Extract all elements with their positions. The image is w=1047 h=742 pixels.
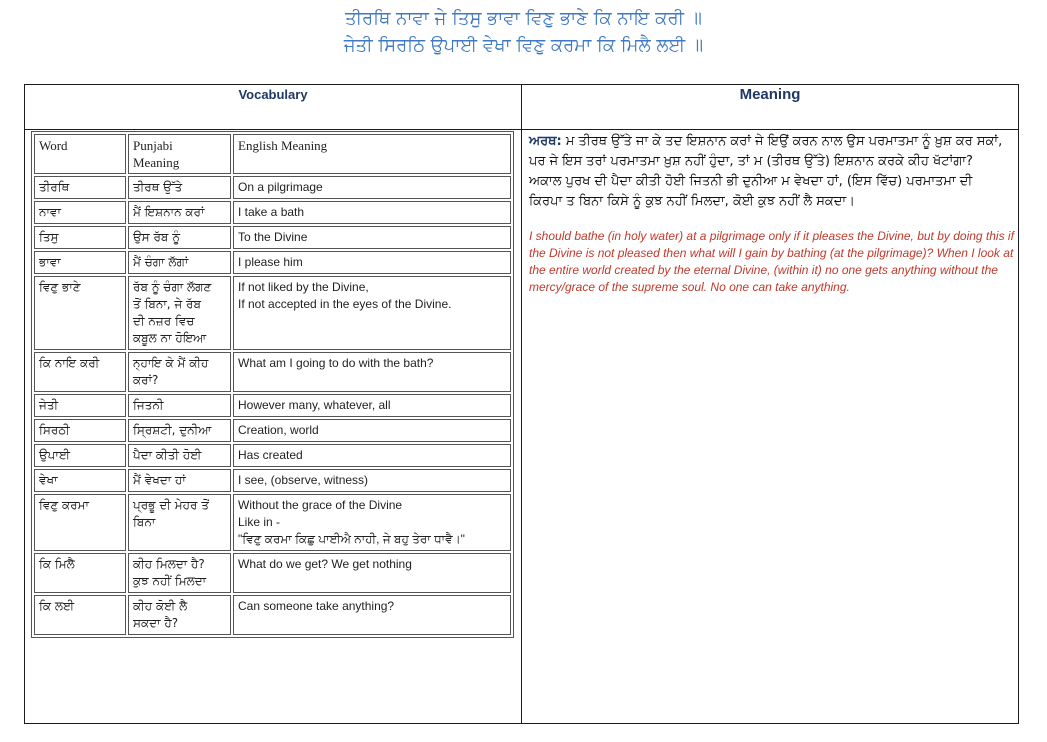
table-row	[34, 226, 511, 249]
cell-english: To the Divine	[233, 226, 511, 249]
cell-punjabi: ਪੈਦਾ ਕੀਤੀ ਹੋਈ	[128, 444, 231, 467]
cell-word: ਸਿਰਠੀ	[34, 419, 126, 442]
column-divider	[521, 85, 522, 723]
cell-punjabi: ਜਿਤਨੀ	[128, 394, 231, 417]
meaning-punjabi-text: ਮ ਤੀਰਥ ਉੱਤੇ ਜਾ ਕੇ ਤਦ ਇਸ਼ਨਾਨ ਕਰਾਂ ਜੇ ਇਉਂ ਕਰਨ ਨਾਲ ਉਸ ਪਰਮਾਤਮਾ ਨੂੰ ਖ਼ੁਸ਼ ਕਰ ਸਕਾਂ, ਪਰ ਜੇ ਇਸ ਤਰਾਂ ਪਰਮਾਤਮਾ ਖ਼ੁਸ਼ ਨਹੀਂ ਹੁੰਦਾ, ਤਾਂ ਮ (ਤੀਰਥ ਉੱਤੇ) ਇਸ਼ਨਾਨ ਕਰਕੇ ਕੀਹ ਖੱਟਾਂਗਾ? ਅਕਾਲ ਪੁਰਖ ਦੀ ਪੈਦਾ ਕੀਤੀ ਹੋਈ ਜਿਤਨੀ ਭੀ ਦੁਨੀਆ ਮ ਵੇਖਦਾ ਹਾਂ, (ਇਸ ਵਿੱਚ) ਪਰਮਾਤਮਾ ਦੀ ਕਿਰਪਾ ਤ ਬਿਨਾ ਕਿਸੇ ਨੂੰ ਕੁਝ ਨਹੀਂ ਮਿਲਦਾ, ਕੋਈ ਕੁਝ ਨਹੀਂ ਲੈ ਸਕਦਾ।	[529, 134, 1003, 209]
verse-line-1: ਤੀਰਥਿ ਨਾਵਾ ਜੇ ਤਿਸੁ ਭਾਵਾ ਵਿਣੁ ਭਾਣੇ ਕਿ ਨਾਇ ਕਰੀ ॥	[345, 8, 702, 29]
table-row	[34, 352, 511, 392]
vocabulary-heading: Vocabulary	[238, 87, 308, 102]
table-row	[34, 553, 511, 593]
cell-punjabi: ਮੈਂ ਇਸ਼ਨਾਨ ਕਰਾਂ	[128, 201, 231, 224]
table-row	[34, 419, 511, 442]
column-header-english: English Meaning	[233, 134, 511, 174]
column-header-punjabi: Punjabi Meaning	[128, 134, 231, 174]
table-row	[34, 276, 511, 350]
cell-word: ਵੇਖਾ	[34, 469, 126, 492]
meaning-english: I should bathe (in holy water) at a pilgrimage only if it pleases the Divine, but by doing this if the Divine is not pleased then what will I gain by bathing (at the pilgrimage)? When I look at the entire world created by the eternal Divine, (within it) no one gets anything without the mercy/grace of the supreme soul. No one can take anything.	[529, 229, 1014, 294]
cell-english: I please him	[233, 251, 511, 274]
cell-english: However many, whatever, all	[233, 394, 511, 417]
cell-english: Has created	[233, 444, 511, 467]
cell-english: I take a bath	[233, 201, 511, 224]
cell-punjabi: ਪ੍ਰਭੂ ਦੀ ਮੇਹਰ ਤੋਂ ਬਿਨਾ	[128, 494, 231, 551]
cell-punjabi: ਤੀਰਥ ਉੱਤੇ	[128, 176, 231, 199]
cell-english: What am I going to do with the bath?	[233, 352, 511, 392]
cell-word: ਕਿ ਲਈ	[34, 595, 126, 635]
cell-english: On a pilgrimage	[233, 176, 511, 199]
cell-word: ਜੇਤੀ	[34, 394, 126, 417]
cell-punjabi: ਕੀਹ ਕੋਈ ਲੈ ਸਕਦਾ ਹੈ?	[128, 595, 231, 635]
cell-english: Without the grace of the Divine Like in - "ਵਿਣੁ ਕਰਮਾ ਕਿਛੁ ਪਾਈਐ ਨਾਹੀ, ਜੇ ਬਹੁ ਤੇਰਾ ਧਾਵੈ।"	[233, 494, 511, 551]
cell-punjabi: ਨ੍ਹਾਇ ਕੇ ਮੈਂ ਕੀਹ ਕਰਾਂ?	[128, 352, 231, 392]
table-row	[34, 494, 511, 551]
header-divider	[25, 129, 1018, 130]
cell-punjabi: ਕੀਹ ਮਿਲਦਾ ਹੈ? ਕੁਝ ਨਹੀਂ ਮਿਲਦਾ	[128, 553, 231, 593]
cell-word: ਕਿ ਨਾਇ ਕਰੀ	[34, 352, 126, 392]
table-row	[34, 201, 511, 224]
cell-english: If not liked by the Divine, If not accepted in the eyes of the Divine.	[233, 276, 511, 350]
cell-word: ਤੀਰਥਿ	[34, 176, 126, 199]
vocabulary-table	[31, 131, 514, 638]
cell-punjabi: ਮੈਂ ਵੇਖਦਾ ਹਾਂ	[128, 469, 231, 492]
meaning-punjabi	[529, 132, 1009, 212]
column-header-word: Word	[34, 134, 126, 174]
cell-punjabi: ਉਸ ਰੱਬ ਨੂੰ	[128, 226, 231, 249]
table-row	[34, 469, 511, 492]
cell-word: ਉਪਾਈ	[34, 444, 126, 467]
cell-word: ਤਿਸੁ	[34, 226, 126, 249]
cell-word: ਨਾਵਾ	[34, 201, 126, 224]
verse-line-2: ਜੇਤੀ ਸਿਰਠਿ ਉਪਾਈ ਵੇਖਾ ਵਿਣੁ ਕਰਮਾ ਕਿ ਮਿਲੈ ਲਈ ॥	[343, 35, 704, 56]
meaning-heading: Meaning	[739, 86, 801, 103]
cell-english: I see, (observe, witness)	[233, 469, 511, 492]
meaning-label: ਅਰਥ:	[529, 134, 562, 149]
cell-punjabi: ਮੈਂ ਚੰਗਾ ਲੱਗਾਂ	[128, 251, 231, 274]
table-header-row	[34, 134, 511, 174]
cell-english: What do we get? We get nothing	[233, 553, 511, 593]
table-row	[34, 595, 511, 635]
cell-english: Creation, world	[233, 419, 511, 442]
cell-word: ਵਿਣੁ ਭਾਣੇ	[34, 276, 126, 350]
cell-punjabi: ਰੱਬ ਨੂੰ ਚੰਗਾ ਲੱਗਣ ਤੋਂ ਬਿਨਾ, ਜੇ ਰੱਬ ਦੀ ਨਜ਼ਰ ਵਿਚ ਕਬੂਲ ਨਾ ਹੋਇਆ	[128, 276, 231, 350]
cell-punjabi: ਸ੍ਰਿਸ਼ਟੀ, ਦੁਨੀਆ	[128, 419, 231, 442]
table-row	[34, 444, 511, 467]
cell-word: ਕਿ ਮਿਲੈ	[34, 553, 126, 593]
cell-word: ਭਾਵਾ	[34, 251, 126, 274]
table-row	[34, 251, 511, 274]
cell-word: ਵਿਣੁ ਕਰਮਾ	[34, 494, 126, 551]
table-row	[34, 176, 511, 199]
table-row	[34, 394, 511, 417]
cell-english: Can someone take anything?	[233, 595, 511, 635]
